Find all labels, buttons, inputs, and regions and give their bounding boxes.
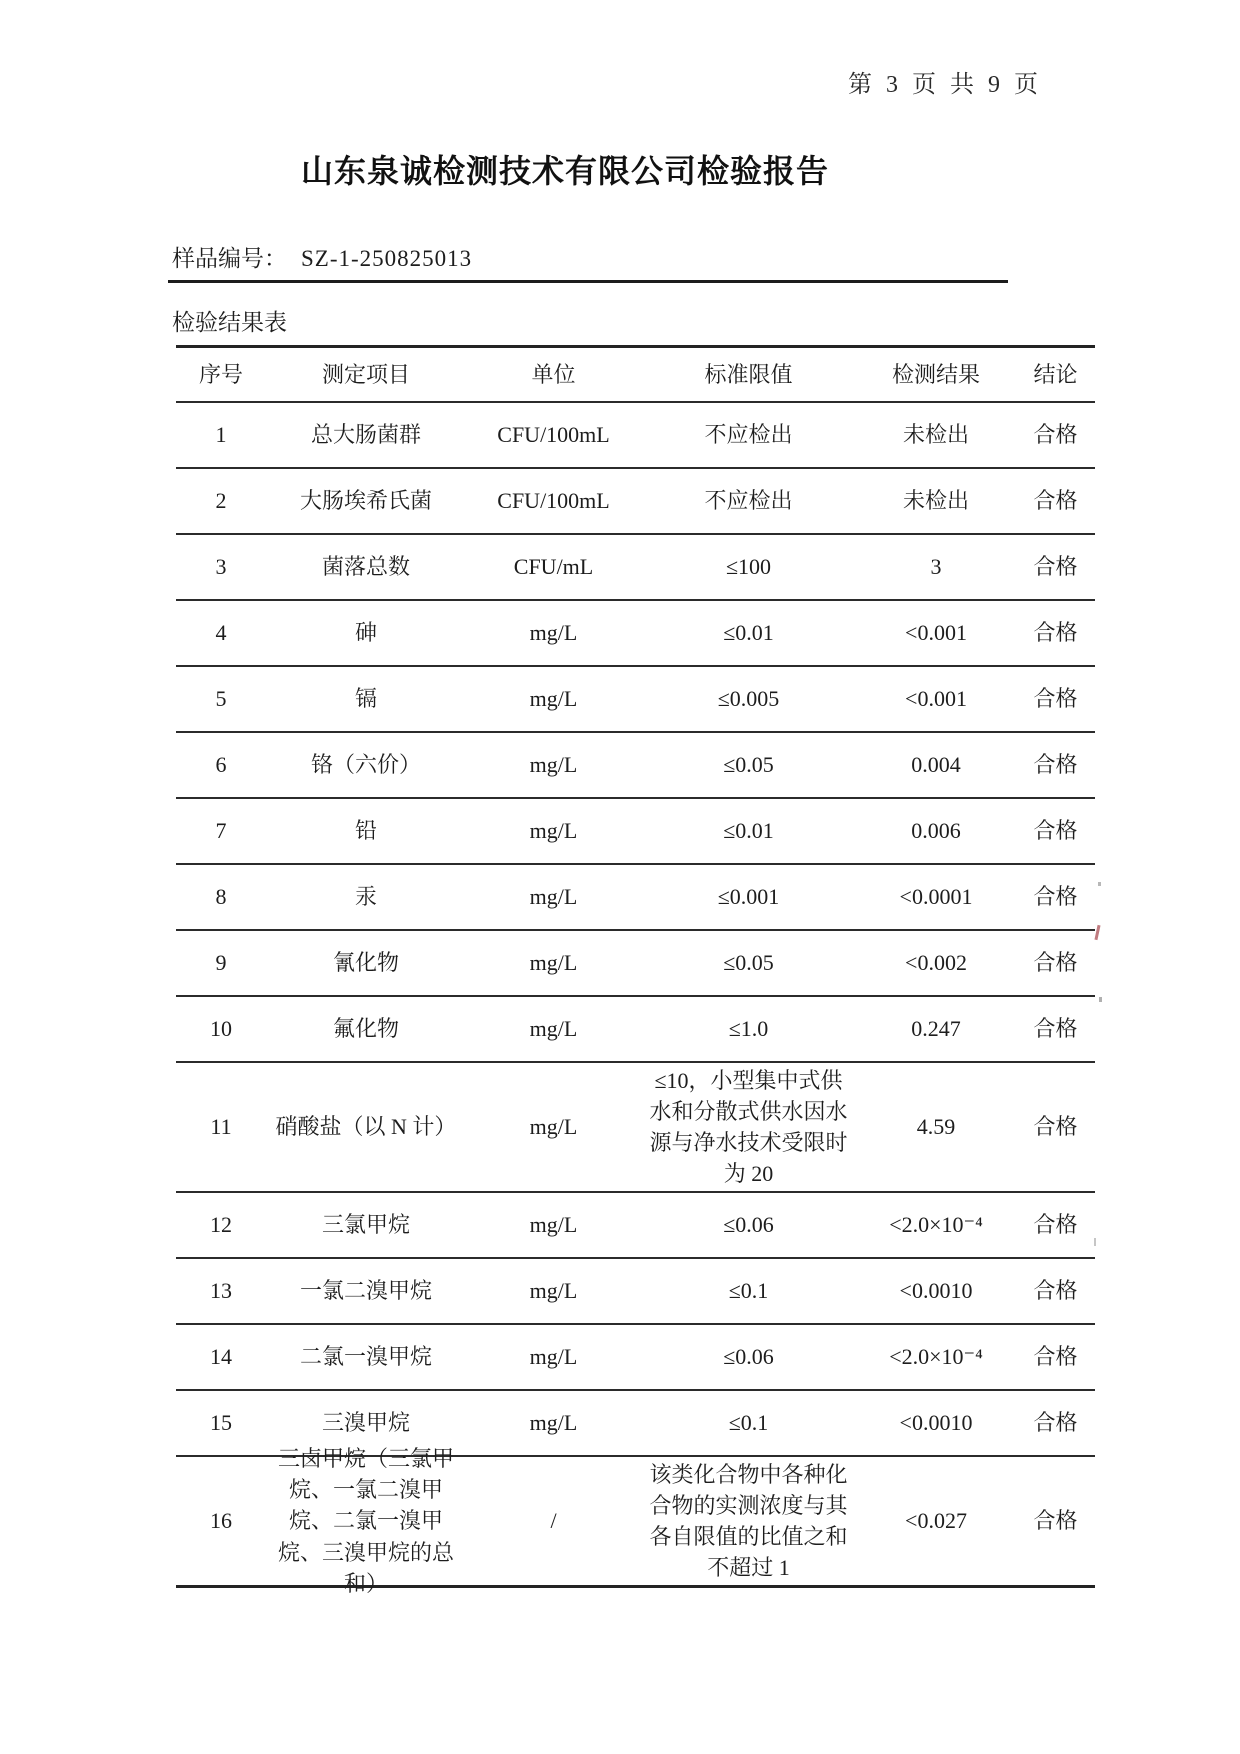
cell-conclusion: 合格: [1033, 1114, 1078, 1140]
cell-no: 4: [215, 620, 227, 646]
cell-conclusion: 合格: [1033, 1508, 1078, 1534]
table-header-row: [176, 348, 1095, 403]
table-row: [176, 1445, 1095, 1596]
table-row: [176, 601, 1095, 667]
column-header-conclusion: 结论: [1033, 361, 1078, 387]
cell-item: 铬（六价）: [310, 752, 421, 778]
cell-unit: mg/L: [529, 1114, 578, 1140]
cell-limit: ≤0.01: [723, 818, 774, 844]
cell-no: 10: [210, 1016, 232, 1042]
cell-result: 4.59: [916, 1114, 956, 1140]
cell-limit: ≤0.001: [717, 884, 780, 910]
cell-item: 铅: [354, 818, 377, 844]
cell-unit: mg/L: [529, 620, 578, 646]
cell-unit: mg/L: [529, 1212, 578, 1238]
cell-conclusion: 合格: [1033, 422, 1078, 448]
cell-unit: mg/L: [529, 686, 578, 712]
cell-result: 未检出: [902, 422, 969, 448]
table-row: [176, 931, 1095, 997]
table-row: [176, 865, 1095, 931]
sample-number-value: SZ-1-250825013: [301, 246, 473, 271]
cell-no: 1: [215, 422, 227, 448]
cell-result: 0.247: [911, 1016, 961, 1042]
cell-conclusion: 合格: [1033, 752, 1078, 778]
column-header-result: 检测结果: [891, 361, 980, 387]
cell-no: 3: [215, 554, 227, 580]
cell-item: 氰化物: [332, 950, 399, 976]
cell-result: <0.002: [905, 950, 967, 976]
sample-number-underline: [168, 280, 1008, 283]
scan-artifact: [1094, 925, 1100, 940]
table-row: [176, 1259, 1095, 1325]
table-row: [176, 667, 1095, 733]
cell-conclusion: 合格: [1033, 1344, 1078, 1370]
cell-no: 7: [215, 818, 227, 844]
cell-item: 镉: [354, 686, 377, 712]
column-header-unit: 单位: [531, 361, 576, 387]
cell-item: 二氯一溴甲烷: [299, 1344, 432, 1370]
cell-conclusion: 合格: [1033, 818, 1078, 844]
cell-unit: mg/L: [529, 818, 578, 844]
results-table: [176, 345, 1095, 1596]
cell-item: 大肠埃希氏菌: [299, 488, 432, 514]
cell-unit: mg/L: [529, 752, 578, 778]
cell-conclusion: 合格: [1033, 488, 1078, 514]
cell-conclusion: 合格: [1033, 1410, 1078, 1436]
cell-no: 9: [215, 950, 227, 976]
cell-limit: 不应检出: [704, 422, 793, 448]
cell-unit: /: [550, 1508, 557, 1534]
cell-item: 氟化物: [332, 1016, 399, 1042]
table-caption: 检验结果表: [172, 310, 287, 335]
cell-conclusion: 合格: [1033, 686, 1078, 712]
cell-result: <0.001: [905, 620, 967, 646]
cell-limit: ≤0.05: [723, 752, 774, 778]
cell-limit: 不应检出: [704, 488, 793, 514]
table-row: [176, 469, 1095, 535]
cell-no: 13: [210, 1278, 232, 1304]
cell-result: 3: [930, 554, 942, 580]
cell-no: 8: [215, 884, 227, 910]
cell-item: 总大肠菌群: [310, 422, 421, 448]
cell-limit: ≤0.01: [723, 620, 774, 646]
cell-limit: ≤0.005: [717, 686, 780, 712]
cell-unit: mg/L: [529, 950, 578, 976]
cell-item: 菌落总数: [321, 554, 410, 580]
cell-limit: ≤0.06: [723, 1344, 774, 1370]
cell-item: 三溴甲烷: [321, 1410, 410, 1436]
cell-no: 2: [215, 488, 227, 514]
column-header-item: 测定项目: [321, 361, 410, 387]
cell-no: 12: [210, 1212, 232, 1238]
cell-result: <2.0×10⁻⁴: [889, 1212, 983, 1238]
cell-result: 0.004: [911, 752, 961, 778]
table-row: [176, 1325, 1095, 1391]
cell-no: 5: [215, 686, 227, 712]
cell-unit: mg/L: [529, 1410, 578, 1436]
cell-unit: mg/L: [529, 884, 578, 910]
sample-number-label: 样品编号：: [172, 246, 287, 271]
cell-unit: CFU/mL: [513, 554, 594, 580]
cell-unit: CFU/100mL: [497, 488, 610, 514]
table-row: [176, 997, 1095, 1063]
column-header-no: 序号: [198, 361, 243, 387]
cell-item: 三氯甲烷: [321, 1212, 410, 1238]
column-header-limit: 标准限值: [704, 361, 793, 387]
cell-item: 三卤甲烷（三氯甲烷、一氯二溴甲烷、二氯一溴甲烷、三溴甲烷的总和）: [277, 1445, 454, 1596]
cell-unit: mg/L: [529, 1278, 578, 1304]
scan-artifact: [1094, 1238, 1096, 1246]
cell-conclusion: 合格: [1033, 950, 1078, 976]
cell-limit: ≤0.05: [723, 950, 774, 976]
cell-result: <0.027: [905, 1508, 967, 1534]
table-row: [176, 733, 1095, 799]
cell-conclusion: 合格: [1033, 884, 1078, 910]
cell-unit: mg/L: [529, 1344, 578, 1370]
cell-result: <0.0010: [899, 1278, 973, 1304]
cell-conclusion: 合格: [1033, 1212, 1078, 1238]
cell-limit: ≤10，小型集中式供水和分散式供水因水源与净水技术受限时为 20: [649, 1067, 848, 1187]
cell-conclusion: 合格: [1033, 554, 1078, 580]
cell-result: <2.0×10⁻⁴: [889, 1344, 983, 1370]
cell-item: 砷: [354, 620, 377, 646]
sample-number-line: [172, 240, 472, 273]
cell-conclusion: 合格: [1033, 1278, 1078, 1304]
cell-unit: mg/L: [529, 1016, 578, 1042]
page-number: 第 3 页 共 9 页: [848, 72, 1042, 98]
cell-item: 汞: [354, 884, 377, 910]
report-title: 山东泉诚检测技术有限公司检验报告: [300, 153, 829, 189]
cell-result: <0.001: [905, 686, 967, 712]
cell-limit: ≤0.1: [728, 1278, 769, 1304]
cell-result: <0.0010: [899, 1410, 973, 1436]
cell-limit: ≤0.06: [723, 1212, 774, 1238]
cell-conclusion: 合格: [1033, 1016, 1078, 1042]
cell-unit: CFU/100mL: [497, 422, 610, 448]
table-row: [176, 403, 1095, 469]
table-row: [176, 799, 1095, 865]
cell-no: 6: [215, 752, 227, 778]
table-row: [176, 1063, 1095, 1193]
cell-item: 一氯二溴甲烷: [299, 1278, 432, 1304]
cell-limit: ≤1.0: [728, 1016, 769, 1042]
scan-artifact: [1098, 882, 1101, 886]
cell-limit: ≤100: [725, 554, 772, 580]
cell-no: 14: [210, 1344, 232, 1370]
table-row: [176, 1193, 1095, 1259]
scan-artifact: [1099, 997, 1102, 1002]
cell-limit: ≤0.1: [728, 1410, 769, 1436]
cell-no: 11: [210, 1114, 232, 1140]
cell-no: 16: [210, 1508, 232, 1534]
cell-no: 15: [210, 1410, 232, 1436]
cell-limit: 该类化合物中各种化合物的实测浓度与其各自限值的比值之和不超过 1: [649, 1461, 848, 1581]
cell-item: 硝酸盐（以 N 计）: [275, 1114, 457, 1140]
cell-result: 未检出: [902, 488, 969, 514]
cell-conclusion: 合格: [1033, 620, 1078, 646]
cell-result: <0.0001: [899, 884, 973, 910]
cell-result: 0.006: [911, 818, 961, 844]
table-row: [176, 535, 1095, 601]
